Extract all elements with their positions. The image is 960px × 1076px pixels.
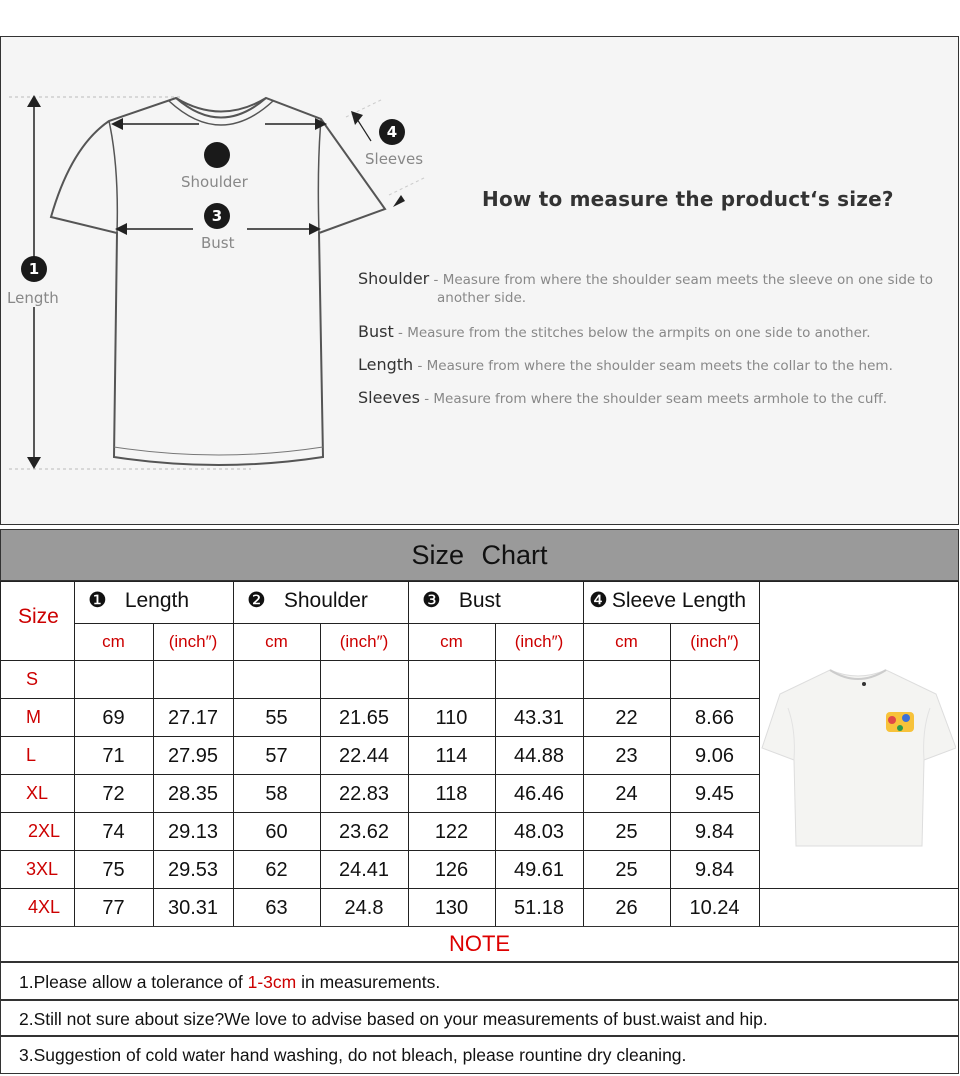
size-chart-title: Size Chart bbox=[0, 529, 959, 581]
size-label: L bbox=[26, 745, 37, 765]
unit-inch-label: (inch″) bbox=[690, 632, 739, 651]
table-value: 44.88 bbox=[513, 745, 565, 767]
guide-heading: How to measure the product‘s size? bbox=[482, 187, 894, 211]
table-value: 51.18 bbox=[513, 897, 565, 919]
table-value: 122 bbox=[434, 821, 469, 843]
definition-shoulder-cont: another side. bbox=[437, 290, 527, 306]
table-value: 55 bbox=[265, 707, 288, 729]
table-value: 118 bbox=[435, 783, 468, 805]
size-header: Size bbox=[18, 605, 59, 628]
column-header-length-label: ❶ Length bbox=[88, 589, 190, 612]
shoulder-label: Shoulder bbox=[181, 173, 248, 191]
size-label: S bbox=[26, 669, 39, 689]
table-value: 24.41 bbox=[338, 859, 390, 881]
table-value: 48.03 bbox=[513, 821, 565, 843]
definition-shoulder: Shoulder - Measure from where the shoulder seam meets the sleeve on one side to bbox=[358, 269, 934, 288]
table-value: 25 bbox=[615, 821, 638, 843]
table-value: 24 bbox=[615, 783, 638, 805]
measure-guide-panel bbox=[0, 36, 959, 525]
table-value: 57 bbox=[265, 745, 288, 767]
table-value: 43.31 bbox=[513, 707, 565, 729]
table-value: 62 bbox=[265, 859, 288, 881]
column-marker-3-icon: ❸ bbox=[422, 589, 441, 612]
size-label: 3XL bbox=[26, 859, 59, 879]
table-value: 9.45 bbox=[695, 783, 734, 805]
table-value: 60 bbox=[265, 821, 288, 843]
table-value: 77 bbox=[102, 897, 125, 919]
unit-cm-label: cm bbox=[265, 632, 288, 651]
table-value: 9.84 bbox=[695, 821, 734, 843]
table-value: 28.35 bbox=[167, 783, 219, 805]
product-image-footer-cell bbox=[759, 888, 959, 927]
table-cell bbox=[408, 660, 496, 699]
table-value: 130 bbox=[434, 897, 469, 919]
size-label: 2XL bbox=[28, 821, 61, 841]
unit-inch-label: (inch″) bbox=[339, 632, 389, 651]
table-cell bbox=[583, 660, 671, 699]
sleeves-label: Sleeves bbox=[365, 150, 424, 168]
table-value: 23.62 bbox=[338, 821, 390, 843]
table-value: 75 bbox=[102, 859, 125, 881]
marker-4-icon: 4 bbox=[379, 119, 405, 145]
size-label: M bbox=[26, 707, 41, 727]
definition-sleeves: Sleeves - Measure from where the shoulder seam meets armhole to the cuff. bbox=[358, 388, 888, 407]
table-value: 22.83 bbox=[338, 783, 390, 805]
size-cell bbox=[0, 736, 75, 775]
column-marker-4-icon: ❹ bbox=[589, 589, 608, 612]
column-header-bust-label: ❸ Bust bbox=[422, 589, 501, 612]
unit-inch-label: (inch″) bbox=[514, 632, 564, 651]
table-value: 22.44 bbox=[338, 745, 390, 767]
table-value: 30.31 bbox=[167, 897, 219, 919]
note-title-box bbox=[0, 926, 959, 962]
table-value: 72 bbox=[102, 783, 125, 805]
note-line-3: 3.Suggestion of cold water hand washing, do not bleach, please rountine dry cleaning. bbox=[19, 1045, 687, 1065]
table-cell bbox=[233, 660, 321, 699]
table-value: 8.66 bbox=[695, 707, 734, 729]
table-value: 74 bbox=[102, 821, 125, 843]
column-marker-1-icon: ❶ bbox=[88, 589, 107, 612]
column-header-shoulder-label: ❷ Shoulder bbox=[247, 589, 368, 612]
note-line-1: 1.Please allow a tolerance of 1-3cm in measurements. bbox=[19, 972, 441, 992]
table-value: 46.46 bbox=[513, 783, 565, 805]
table-value: 29.53 bbox=[167, 859, 219, 881]
column-header-sleeve-length-label: ❹ Sleeve Length bbox=[589, 589, 747, 612]
table-value: 26 bbox=[615, 897, 638, 919]
table-cell bbox=[495, 660, 584, 699]
table-value: 21.65 bbox=[338, 707, 390, 729]
note-line-1-box bbox=[0, 962, 959, 1000]
column-marker-2-icon: ❷ bbox=[247, 589, 266, 612]
table-value: 23 bbox=[615, 745, 638, 767]
note-title: NOTE bbox=[448, 931, 511, 956]
size-label: XL bbox=[26, 783, 49, 803]
table-value: 29.13 bbox=[167, 821, 219, 843]
unit-cm-label: cm bbox=[440, 632, 463, 651]
length-label: Length bbox=[7, 289, 59, 307]
table-value: 110 bbox=[435, 707, 468, 729]
table-value: 27.95 bbox=[167, 745, 219, 767]
bust-label: Bust bbox=[201, 234, 235, 252]
table-value: 9.84 bbox=[695, 859, 734, 881]
table-value: 126 bbox=[434, 859, 469, 881]
unit-inch-label: (inch″) bbox=[168, 632, 218, 651]
table-value: 27.17 bbox=[167, 707, 219, 729]
table-value: 49.61 bbox=[513, 859, 565, 881]
table-cell bbox=[670, 660, 760, 699]
table-value: 69 bbox=[102, 707, 125, 729]
definition-length: Length - Measure from where the shoulder seam meets the collar to the hem. bbox=[358, 355, 893, 374]
note-line-2-box bbox=[0, 1000, 959, 1036]
size-label: 4XL bbox=[28, 897, 61, 917]
table-cell bbox=[320, 660, 409, 699]
unit-cm-label: cm bbox=[615, 632, 638, 651]
table-value: 10.24 bbox=[689, 897, 740, 919]
note-line-3-box bbox=[0, 1036, 959, 1074]
table-value: 24.8 bbox=[344, 897, 384, 919]
table-value: 22 bbox=[615, 707, 638, 729]
table-value: 63 bbox=[265, 897, 288, 919]
table-cell bbox=[153, 660, 234, 699]
table-value: 9.06 bbox=[695, 745, 734, 767]
marker-3-icon: 3 bbox=[204, 203, 230, 229]
table-value: 58 bbox=[265, 783, 288, 805]
definition-bust: Bust - Measure from the stitches below the armpits on one side to another. bbox=[358, 322, 871, 341]
marker-1-icon: 1 bbox=[21, 256, 47, 282]
table-value: 71 bbox=[102, 745, 125, 767]
note-line-2: 2.Still not sure about size?We love to advise based on your measurements of bust.waist and hip. bbox=[19, 1009, 768, 1029]
unit-cm-label: cm bbox=[102, 632, 125, 651]
table-value: 114 bbox=[435, 745, 468, 767]
product-tshirt-icon bbox=[760, 660, 956, 854]
table-cell bbox=[74, 660, 154, 699]
table-value: 25 bbox=[615, 859, 638, 881]
